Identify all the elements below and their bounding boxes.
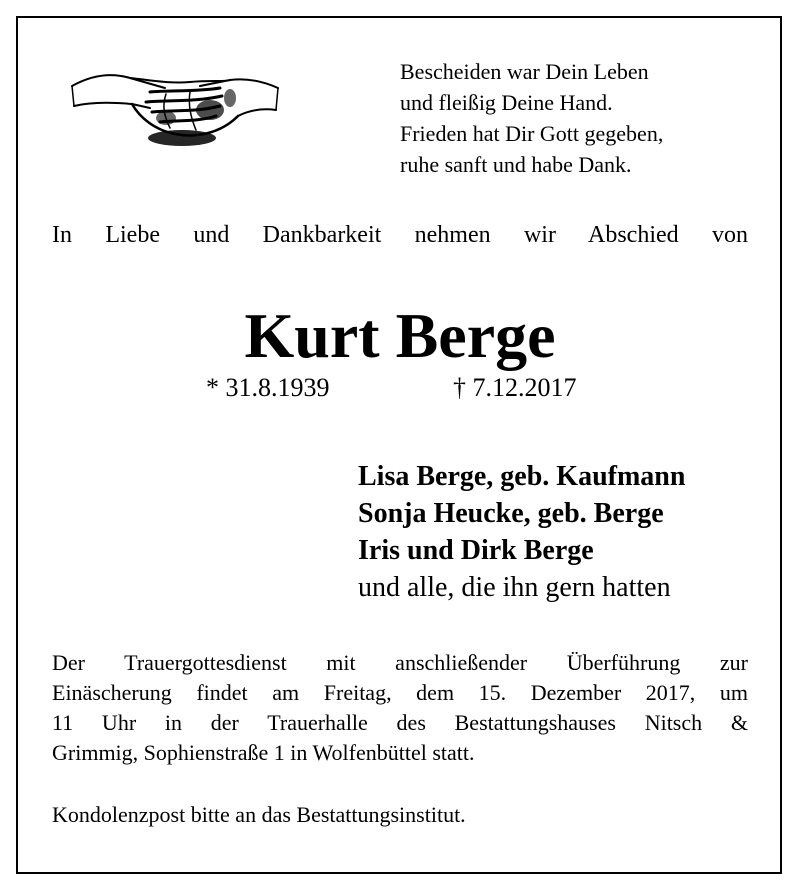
farewell-intro: In Liebe und Dankbarkeit nehmen wir Abschied von [52,222,748,248]
mourner-name: Lisa Berge, geb. Kaufmann [358,461,686,492]
mourner-name: Sonja Heucke, geb. Berge [358,498,664,529]
verse-line: ruhe sanft und habe Dank. [400,152,632,177]
death-date: † 7.12.2017 [453,373,577,402]
birth-date: * 31.8.1939 [206,373,330,402]
deceased-name: Kurt Berge [244,300,556,371]
condolence-note: Kondolenzpost bitte an das Bestattungsinstitut. [52,802,466,827]
mourners-closing: und alle, die ihn gern hatten [358,572,671,603]
service-announcement [52,648,748,768]
mourners-list [358,458,685,606]
verse-line: Frieden hat Dir Gott gegeben, [400,121,664,146]
memorial-verse [400,56,740,180]
verse-line: Bescheiden war Dein Leben [400,59,649,84]
service-line: Der Trauergottesdienst mit anschließender Überführung zur [52,650,748,675]
service-line: Einäscherung findet am Freitag, dem 15. Dezember 2017, um [52,680,748,705]
service-line: Grimmig, Sophienstraße 1 in Wolfenbüttel statt. [52,740,475,765]
verse-line: und fleißig Deine Hand. [400,90,613,115]
service-line: 11 Uhr in der Trauerhalle des Bestattungshauses Nitsch & [52,710,748,735]
mourner-name: Iris und Dirk Berge [358,535,594,566]
clasped-hands-icon [70,58,280,158]
